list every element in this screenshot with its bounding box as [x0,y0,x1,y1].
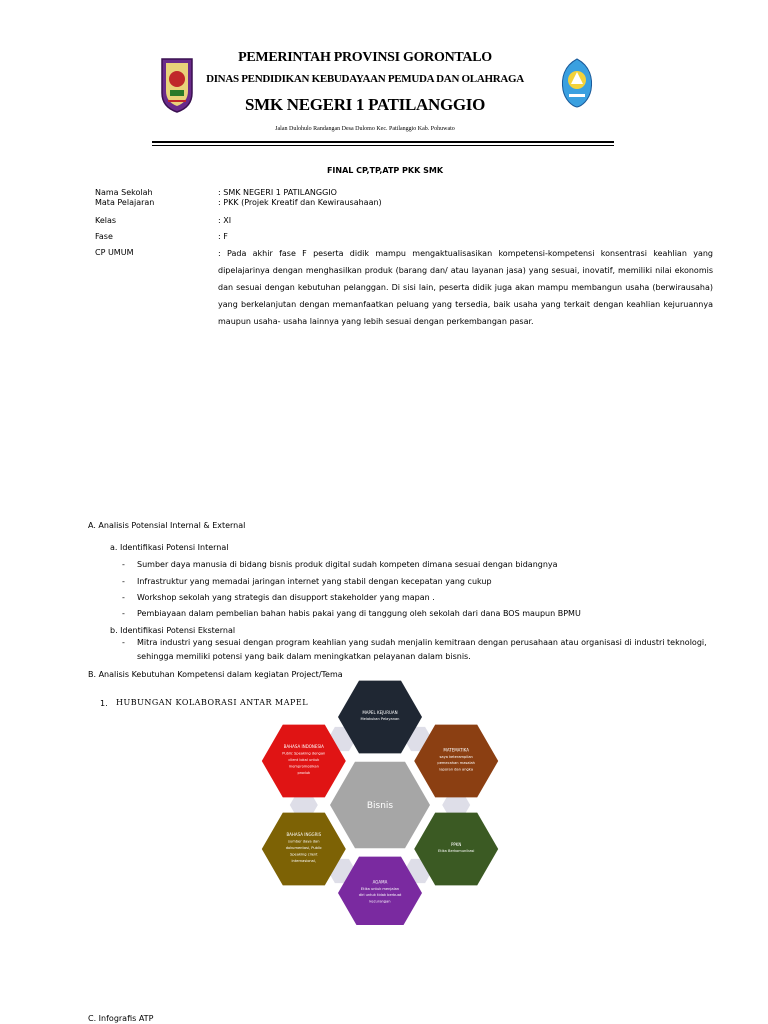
bullet-dash: - [122,560,125,569]
subject-title: BAHASA INGGRIS [286,832,322,838]
bullet-dash: - [122,577,125,586]
subject-description: Speaking client [289,852,318,857]
info-value-school: : SMK NEGERI 1 PATILANGGIO [218,188,337,197]
subject-description: kecurangan [369,899,391,904]
section-a-title: A. Analisis Potensial Internal & External [88,521,246,530]
subject-description: internasional, [291,858,317,863]
header-department: DINAS PENDIDIKAN KEBUDAYAAN PEMUDA DAN OLAHRAGA [206,73,524,85]
list-number: 1. [100,699,108,708]
subject-description: produk [297,770,311,775]
gorontalo-province-logo [160,57,194,113]
subject-title: MAPEL KEJURUAN [362,709,398,715]
subject-description: mempromosikan [288,764,319,769]
section-a-internal-heading: a. Identifikasi Potensi Internal [110,543,229,552]
info-value-subject: : PKK (Projek Kreatif dan Kewirausahaan) [218,198,382,207]
cp-umum-text: : Pada akhir fase F peserta didik mampu mengaktualisasikan kompetensi-kompetensi konsentrasi keahlian yang dipelajarinya dengan menghasilkan produk (barang dan/ atau layanan jasa) yang sesuai, inovatif, memiliki nilai ekonomis dan sesuai dengan kebutuhan pelanggan. Di sisi lain, peserta didik juga akan mampu membangun usaha (berwirausaha) yang berkelanjutan dengan memanfaatkan peluang yang tersedia, baik usaha yang terkait dengan keahlian kejuruannya maupun usaha- usaha lainnya yang lebih sesuai dengan perkembangan pasar. [218,249,713,326]
internal-item: Infrastruktur yang memadai jaringan internet yang stabil dengan kecepatan yang cukup [137,577,492,586]
header-school-name: SMK NEGERI 1 PATILANGGIO [244,95,486,114]
external-item: Mitra industri yang sesuai dengan program keahlian yang sudah menjalin kemitraan dengan perusahaan atau organisasi di industri teknologi, sehingga memiliki potensi yang baik dalam meningkatkan pelayanan dalam bisnis. [137,638,707,661]
tut-wuri-handayani-logo [560,58,594,108]
header-government: PEMERINTAH PROVINSI GORONTALO [238,50,492,65]
header-divider-thin [152,145,614,146]
subject-description: client lokal untuk [288,758,320,762]
info-label-cp: CP UMUM [95,248,134,257]
subject-title: PPKN [450,841,462,847]
subject-title: BAHASA INDONESIA [283,744,324,750]
subject-description: Etika Berkomunikasi [437,849,475,854]
section-b-title: B. Analisis Kebutuhan Kompetensi dalam kegiatan Project/Tema [88,670,343,679]
internal-item: Sumber daya manusia di bidang bisnis produk digital sudah kompeten dimana sesuai dengan bidangnya [137,560,558,569]
document-title: FINAL CP,TP,ATP PKK SMK [326,166,444,175]
info-label-class: Kelas [95,216,117,225]
subject-title: AGAMA [372,879,388,885]
subject-description: Etika untuk menjalan [360,886,400,891]
header-divider [152,141,614,143]
subject-description: dokumentasi, Public [285,846,322,850]
info-value-class: : XI [218,216,232,225]
info-value-phase: : F [218,232,228,241]
subject-description: diri untuk tidak berbuat [358,893,402,898]
internal-item: Workshop sekolah yang strategis dan disupport stakeholder yang mapan . [137,593,435,602]
subject-description: Public Speaking dengan [282,751,326,756]
subject-title: MATEMATIKA [443,747,470,753]
collaboration-diagram [250,665,510,925]
subject-description: Melakukan Pelayanan [360,717,400,722]
bullet-dash: - [122,638,125,647]
bullet-dash: - [122,609,125,618]
internal-item: Pembiayaan dalam pembelian bahan habis pakai yang di tanggung oleh sekolah dari dana BOS maupun BPMU [137,609,581,618]
subject-description: sumber daya dan [288,839,320,844]
section-a-external-heading: b. Identifikasi Potensi Eksternal [110,626,236,635]
header-address: Jalan Dulohulo Randangan Desa Dulomo Kec. Patilanggio Kab. Pohuwato [275,126,455,132]
info-label-phase: Fase [95,232,113,241]
subject-description: laporan dan angka [439,767,474,772]
subject-description: saya keterampilan [439,754,473,759]
info-label-subject: Mata Pelajaran [95,198,155,207]
subject-description: pemecahan masalah [437,761,475,766]
section-c-title: C. Infografis ATP [88,1014,154,1023]
collaboration-heading: HUBUNGAN KOLABORASI ANTAR MAPEL [116,698,309,707]
bullet-dash: - [122,593,125,602]
info-label-school: Nama Sekolah [95,188,153,197]
center-label: Bisnis [366,801,394,811]
